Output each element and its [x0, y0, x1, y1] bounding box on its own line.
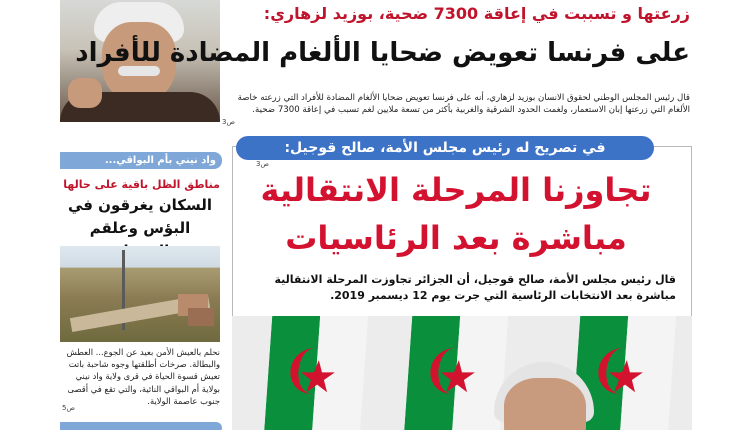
main-story-kicker: في تصريح له رئيس مجلس الأمة، صالح قوجيل: [236, 136, 654, 160]
left-story-body: نحلم بالعيش الأمن بعيد عن الجوع... العطش والبطالة. صرخات أطلقتها وجوه شاحبة باتت تعيش قسوة الحياة في قرى ولاية واد نيني بولاية أم البواقي النائية، والتي تقع في أقصى جنوب عاصمة الولاية. [66, 347, 220, 406]
left-story-page-ref: ص5 [62, 404, 75, 412]
top-story-kicker: زرعتها و تسببت في إعاقة 7300 ضحية، بوزيد لزهاري: [263, 4, 690, 23]
left-story-kicker: مناطق الظل باقية على حالها [63, 178, 220, 191]
left-section-band: واد نيني بأم البواقي... [60, 152, 222, 169]
algerian-flag-icon: ★ [404, 316, 508, 430]
left-section-band-bottom [60, 422, 222, 430]
top-story-page-ref: ص3 [222, 118, 235, 126]
main-headline-line-2: مباشرة بعد الرئاسيات [285, 219, 627, 257]
top-story-body: قال رئيس المجلس الوطني لحقوق الانسان بوزيد لزهاري، أنه على فرنسا تعويض ضحايا الألغام المضادة للأفراد التي زرعته خاصة الألغام التي زرعتها إبان الاستعمار، ولغمت الحدود الشرقية والغربية بأكثر من تسعة ملايين لغم تسبب في إعاقة 7300 ضحية. [237, 93, 690, 115]
main-story-page-ref: ص3 [256, 160, 269, 168]
photo-person-face [504, 378, 586, 430]
main-story-photo [232, 316, 692, 430]
algerian-flag-icon: ★ [264, 316, 368, 430]
main-headline-line-1: تجاوزنا المرحلة الانتقالية [260, 171, 652, 209]
photo-house [188, 308, 214, 326]
left-story-photo [60, 246, 220, 342]
algerian-flag-icon: ★ [572, 316, 676, 430]
main-story-body: قال رئيس مجلس الأمة، صالح قوجيل، أن الجزائر تجاوزت المرحلة الانتقالية مباشرة بعد الانتخابات الرئاسية التي جرت يوم 12 ديسمبر 2019. [274, 273, 676, 302]
photo-hand [68, 78, 102, 108]
top-story-headline[interactable]: على فرنسا تعويض ضحايا الألغام المضادة للأفراد [75, 38, 690, 68]
left-story-headline[interactable]: السكان يغرقون في البؤس وعلقم [67, 196, 213, 237]
main-story-headline[interactable] [236, 166, 676, 262]
